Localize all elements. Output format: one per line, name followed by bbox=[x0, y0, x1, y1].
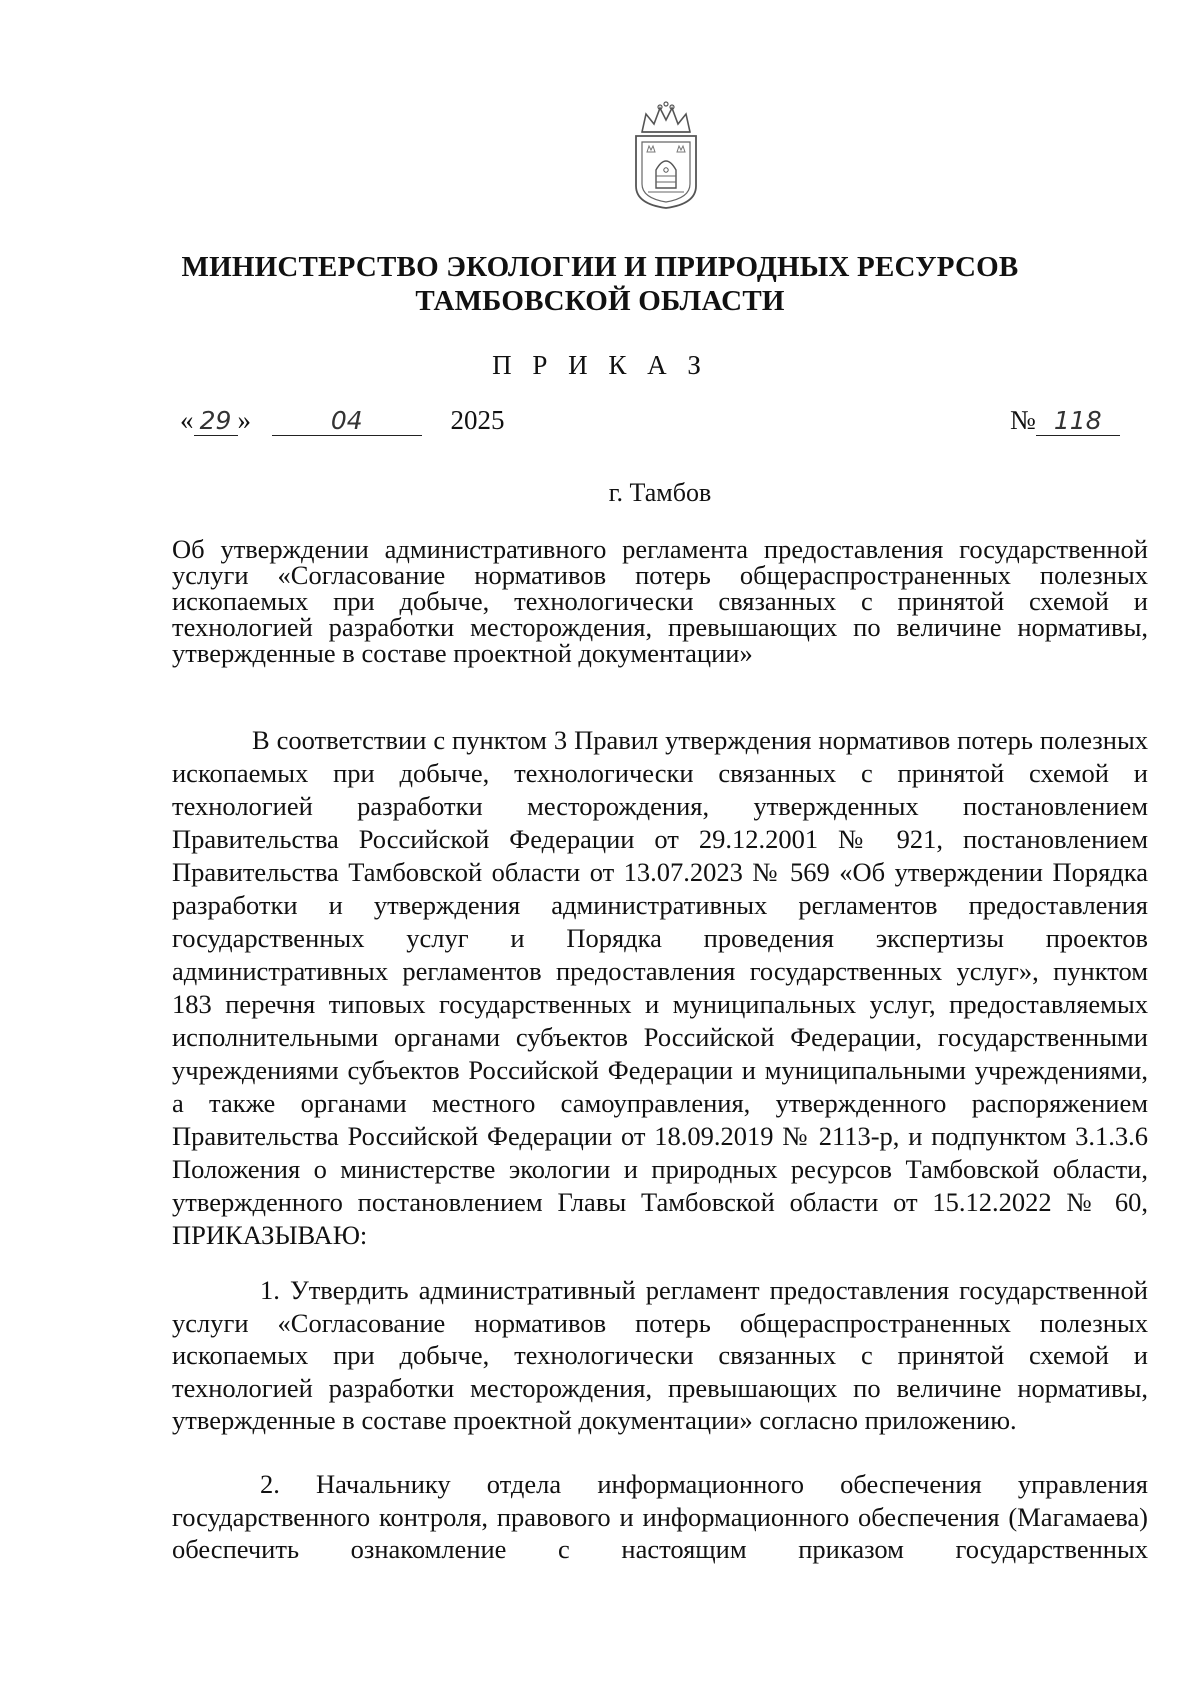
date-quote-close: » bbox=[237, 405, 251, 435]
ministry-name-line1: МИНИСТЕРСТВО ЭКОЛОГИИ И ПРИРОДНЫХ РЕСУРСОВ bbox=[181, 251, 1019, 283]
city: г. Тамбов bbox=[608, 478, 712, 507]
number-value: 118 bbox=[1036, 406, 1120, 436]
date-month: 04 bbox=[272, 406, 422, 436]
date-quote-open: « bbox=[180, 405, 194, 435]
document-type: П Р И К А З bbox=[492, 350, 708, 380]
ministry-name-line2: ТАМБОВСКОЙ ОБЛАСТИ bbox=[415, 285, 785, 317]
order-number bbox=[1010, 405, 1120, 436]
coat-of-arms-icon bbox=[628, 100, 704, 212]
date-day: 29 bbox=[194, 406, 238, 436]
order-date bbox=[180, 405, 505, 436]
item-2-paragraph: 2. Начальнику отдела информационного обеспечения управления государственного контроля, правового и информационного обеспечения (Магамаева) обеспечить ознакомление с настоящим приказом государственных bbox=[172, 1469, 1148, 1564]
preamble-paragraph: В соответствии с пунктом 3 Правил утверждения нормативов потерь полезных ископаемых при добыче, технологически связанных с принятой схемой и технологией разработки месторождения, утвержденных постановлением Правительства Российской Федерации от 29.12.2001 № 921, постановлением Правительства Тамбовской области от 13.07.2023 № 569 «Об утверждении Порядка разработки и утверждения административных регламентов предоставления государственных услуг и Порядка проведения экспертизы проектов административных регламентов предоставления государственных услуг», пунктом 183 перечня типовых государственных и муниципальных услуг, предоставляемых исполнительными органами субъектов Российской Федерации, государственными учреждениями субъектов Российской Федерации и муниципальными учреждениями, а также органами местного самоуправления, утвержденного распоряжением Правительства Российской Федерации от 18.09.2019 № 2113-р, и подпунктом 3.1.3.6 Положения о министерстве экологии и природных ресурсов Тамбовской области, утвержденного постановлением Главы Тамбовской области от 15.12.2022 № 60, ПРИКАЗЫВАЮ: bbox=[172, 725, 1148, 1250]
number-sign: № bbox=[1010, 405, 1036, 435]
item-1-paragraph: 1. Утвердить административный регламент предоставления государственной услуги «Согласование нормативов потерь общераспространенных полезных ископаемых при добыче, технологически связанных с принятой схемой и технологией разработки месторождения, превышающих по величине нормативы, утвержденные в составе проектной документации» согласно приложению. bbox=[172, 1275, 1148, 1435]
date-year: 2025 bbox=[450, 405, 505, 435]
order-subject: Об утверждении административного регламента предоставления государственной услуги «Согласование нормативов потерь общераспространенных полезных ископаемых при добыче, технологически связанных с принятой схемой и технологией разработки месторождения, превышающих по величине нормативы, утвержденные в составе проектной документации» bbox=[172, 534, 1148, 668]
